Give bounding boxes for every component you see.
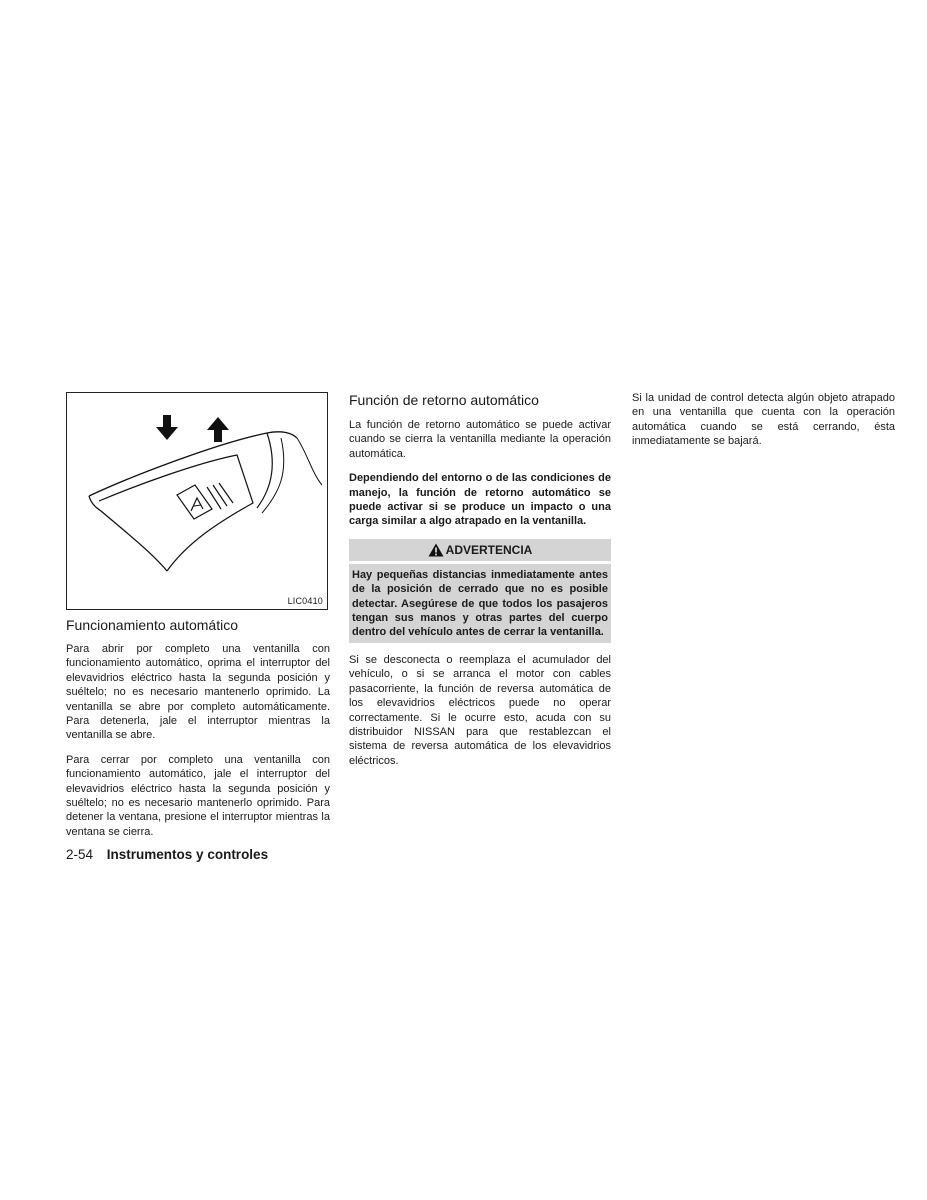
paragraph-obstacle: Si la unidad de control detecta algún objeto atrapado en una ventanilla que cuenta con la operación automática cuando se está cerrando, ésta inmediatamente se bajará. xyxy=(632,392,895,448)
heading-auto-reverse: Función de retorno automático xyxy=(349,392,539,408)
section-title: Instrumentos y controles xyxy=(106,847,269,862)
paragraph-close: Para cerrar por completo una ventanilla con funcionamiento automático, jale el interruptor del elevavidrios eléctrico hasta la segunda posición y suéltelo; no es necesario mantenerlo oprimido. Para detener la ventana, presione el interruptor mientras la ventana se cierra. xyxy=(66,753,330,838)
heading-automatic-operation: Funcionamiento automático xyxy=(66,617,238,633)
page-footer xyxy=(66,847,268,862)
paragraph-open: Para abrir por completo una ventanilla con funcionamiento automático, oprima el interruptor del elevavidrios eléctrico hasta la segunda posición y suéltelo; no es necesario mantenerlo oprimido. La ventanilla se abre por completo automáticamente. Para detenerla, jale el interruptor mientras la ventanilla se abre. xyxy=(66,643,330,742)
paragraph-auto-reverse: La función de retorno automático se puede activar cuando se cierra la ventanilla mediante la operación automática. xyxy=(349,419,611,460)
warning-header xyxy=(349,539,611,561)
warning-title: ADVERTENCIA xyxy=(445,542,533,557)
warning-icon xyxy=(428,543,444,557)
page-number: 2-54 xyxy=(66,847,94,862)
paragraph-battery: Si se desconecta o reemplaza el acumulador del vehículo, o si se arranca el motor con cables pasacorriente, la función de reversa automática de los elevavidrios eléctricos puede no operar correctamente. Si le ocurre esto, acuda con su distribuidor NISSAN para que restablezcan el sistema de reversa automática de los elevavidrios eléctricos. xyxy=(349,653,611,767)
middle-column xyxy=(349,391,611,778)
figure-label: LIC0410 xyxy=(287,596,323,606)
warning-text: Hay pequeñas distancias inmediatamente antes de la posición de cerrado que no es posible detectar. Asegúrese de que todos los pasajeros tengan sus manos y otras partes del cuerpo dentro del vehículo antes de cerrar la ventanilla. xyxy=(349,564,611,643)
right-column xyxy=(632,391,895,459)
arrow-down-icon xyxy=(156,415,178,440)
window-switch-figure xyxy=(66,392,328,610)
window-switch-illustration xyxy=(67,393,327,609)
left-column xyxy=(66,392,330,849)
arrow-up-icon xyxy=(207,417,229,442)
paragraph-auto-reverse-bold: Dependiendo del entorno o de las condiciones de manejo, la función de retorno automático se puede activar si se produce un impacto o una carga similar a algo atrapado en la ventanilla. xyxy=(349,472,611,528)
